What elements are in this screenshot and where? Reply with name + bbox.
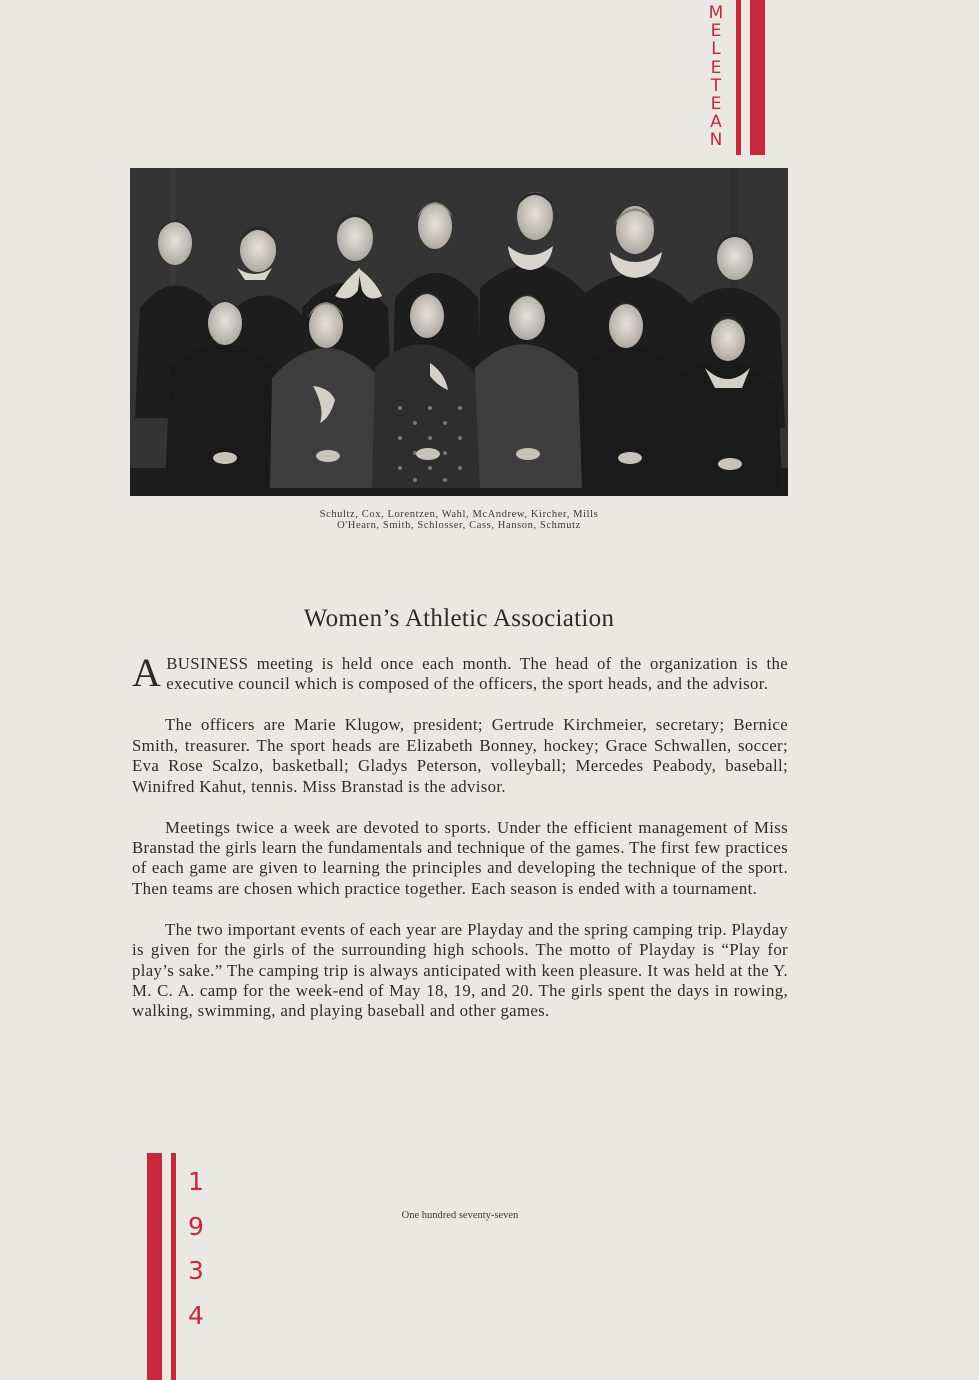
caption-line-front-row: O'Hearn, Smith, Schlosser, Cass, Hanson, Schmutz [337,520,581,531]
year-digit: 9 [188,1211,204,1241]
side-letter: E [710,94,722,115]
side-letter: T [710,75,722,96]
side-letter: E [710,57,722,78]
paragraph-1 [132,650,788,695]
bottom-accent-bar-thin [171,1153,176,1380]
page-number: One hundred seventy-seven [401,1210,519,1221]
article-title: Women’s Athletic Association [303,605,615,632]
group-photo-illustration [130,168,788,496]
year-digit: 1 [188,1167,204,1196]
photo-caption [130,509,788,531]
side-letter: M [708,3,724,23]
side-letter: E [710,21,722,42]
paragraph-2: The officers are Marie Klugow, president; Gertrude Kirchmeier, secretary; Bernice Smith, treasurer. The sport heads are Elizabeth Bonney, hockey; Grace Schwallen, soccer; Eva Rose Scalzo, basketball; Gladys Peterson, volleyball; Mercedes Peabody, baseball; Winifred Kahut, tennis. Miss Branstad is the advisor. [132,715,788,796]
top-accent-bar-thick [750,0,765,155]
caption-line-back-row: Schultz, Cox, Lorentzen, Wahl, McAndrew, Kircher, Mills [319,509,599,520]
year-digit: 3 [188,1256,204,1285]
drop-cap: A [132,650,162,695]
top-accent-bar-thin [736,0,741,155]
yearbook-name-vertical [706,4,726,150]
article-body [132,650,788,1042]
paragraph-4: The two important events of each year are Playday and the spring camping trip. Playday is given for the girls of the surrounding high schools. The motto of Playday is “Play for play’s sake.” The camping trip is always anticipated with keen pleasure. It was held at the Y. M. C. A. camp for the week-end of May 18, 19, and 20. The girls spent the days in rowing, walking, swimming, and playing baseball and other games. [132,919,788,1021]
group-photo [130,168,788,496]
side-letter: A [710,112,722,133]
year-digit: 4 [188,1300,204,1330]
bottom-accent-bar-thick [147,1153,162,1380]
paragraph-3: Meetings twice a week are devoted to sports. Under the efficient management of Miss Branstad the girls learn the fundamentals and technique of the games. The first few practices of each game are given to learning the principles and developing the technique of the sport. Then teams are chosen which practice together. Each season is ended with a tournament. [132,817,788,898]
paragraph-1-text: BUSINESS meeting is held once each month. The head of the organization is the executive council which is composed of the officers, the sport heads, and the advisor. [166,654,788,694]
side-letter: N [709,130,723,151]
side-letter: L [711,39,721,60]
year-vertical [184,1160,208,1338]
